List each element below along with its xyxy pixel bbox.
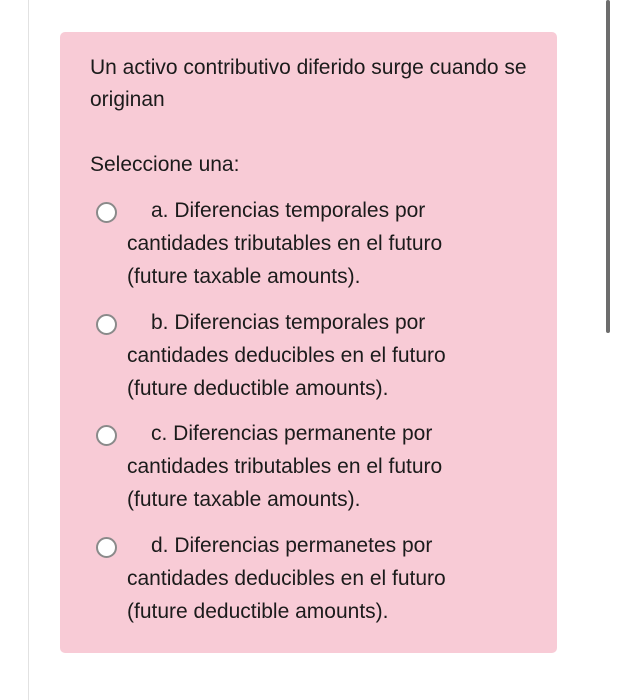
question-text: Un activo contributivo diferido surge cuando se originan: [90, 56, 527, 111]
answer-option-label[interactable]: c. Diferencias permanente por cantidades tributables en el futuro (future taxable amounts).: [127, 422, 443, 511]
scrollbar[interactable]: [606, 0, 610, 333]
question-card: [60, 32, 557, 653]
radio-button-icon[interactable]: [96, 537, 117, 558]
radio-button-icon[interactable]: [96, 314, 117, 335]
answer-option-label[interactable]: a. Diferencias temporales por cantidades tributables en el futuro (future taxable amounts).: [127, 199, 443, 288]
answer-option-a[interactable]: [96, 194, 516, 294]
radio-button-icon[interactable]: [96, 425, 117, 446]
answer-option-b[interactable]: [96, 306, 516, 406]
answer-option-label[interactable]: d. Diferencias permanetes por cantidades deducibles en el futuro (future deductible amounts).: [127, 534, 446, 623]
answer-option-c[interactable]: [96, 417, 516, 517]
frame-divider: [28, 0, 29, 700]
answer-option-d[interactable]: [96, 529, 516, 629]
answer-option-label[interactable]: b. Diferencias temporales por cantidades deducibles en el futuro (future deductible amounts).: [127, 311, 446, 400]
select-prompt: Seleccione una:: [90, 153, 240, 176]
radio-button-icon[interactable]: [96, 202, 117, 223]
